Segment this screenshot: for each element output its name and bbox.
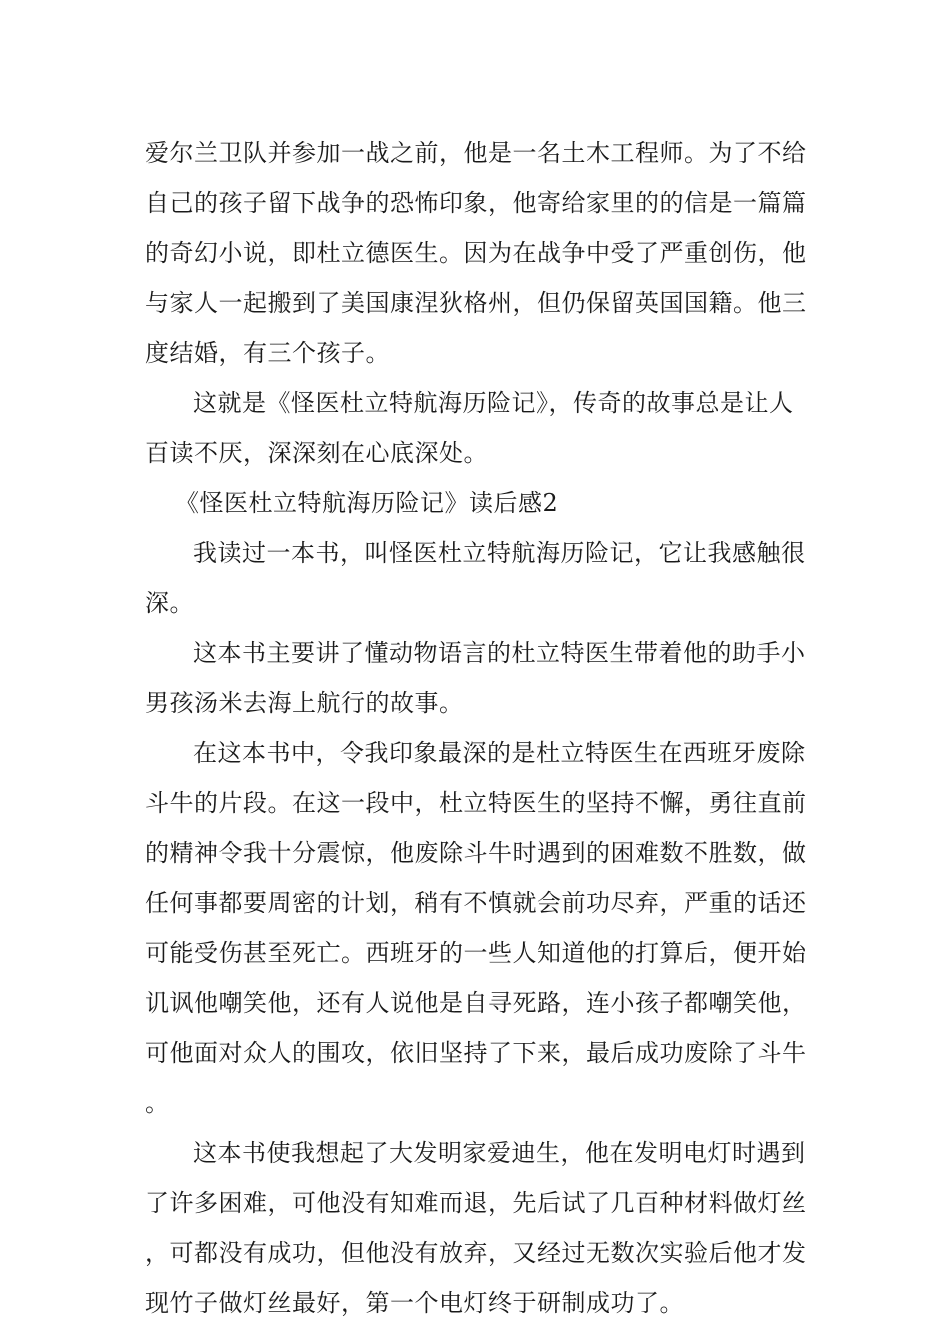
document-body: [145, 128, 815, 1328]
paragraph-conclusion: 这就是《怪医杜立特航海历险记》，传奇的故事总是让人百读不厌，深深刻在心底深处。: [145, 389, 794, 467]
paragraph-bullfight: 在这本书中，令我印象最深的是杜立特医生在西班牙废除斗牛的片段。在这一段中，杜立特医生的坚持不懈，勇往直前的精神令我十分震惊，他废除斗牛时遇到的困难数不胜数，做任何事都要周密的计划，稍有不慎就会前功尽弃，严重的话还可能受伤甚至死亡。西班牙的一些人知道他的打算后，便开始讥讽他嘲笑他，还有人说他是自寻死路，连小孩子都嘲笑他，可他面对众人的围攻，依旧坚持了下来，最后成功废除了斗牛。: [145, 739, 807, 1117]
paragraph-author-bio: 爱尔兰卫队并参加一战之前，他是一名土木工程师。为了不给自己的孩子留下战争的恐怖印象，他寄给家里的的信是一篇篇的奇幻小说，即杜立德医生。因为在战争中受了严重创伤，他与家人一起搬到了美国康涅狄格州，但仍保留英国国籍。他三度结婚，有三个孩子。: [145, 139, 807, 367]
paragraph-summary: 这本书主要讲了懂动物语言的杜立特医生带着他的助手小男孩汤米去海上航行的故事。: [145, 639, 806, 717]
paragraph-edison: 这本书使我想起了大发明家爱迪生，他在发明电灯时遇到了许多困难，可他没有知难而退，先后试了几百种材料做灯丝，可都没有成功，但他没有放弃，又经过无数次实验后他才发现竹子做灯丝最好，第一个电灯终于研制成功了。: [145, 1139, 807, 1317]
paragraph-intro: 我读过一本书，叫怪医杜立特航海历险记，它让我感触很深。: [145, 539, 806, 617]
section-heading: 《怪医杜立特航海历险记》读后感2: [175, 489, 559, 517]
